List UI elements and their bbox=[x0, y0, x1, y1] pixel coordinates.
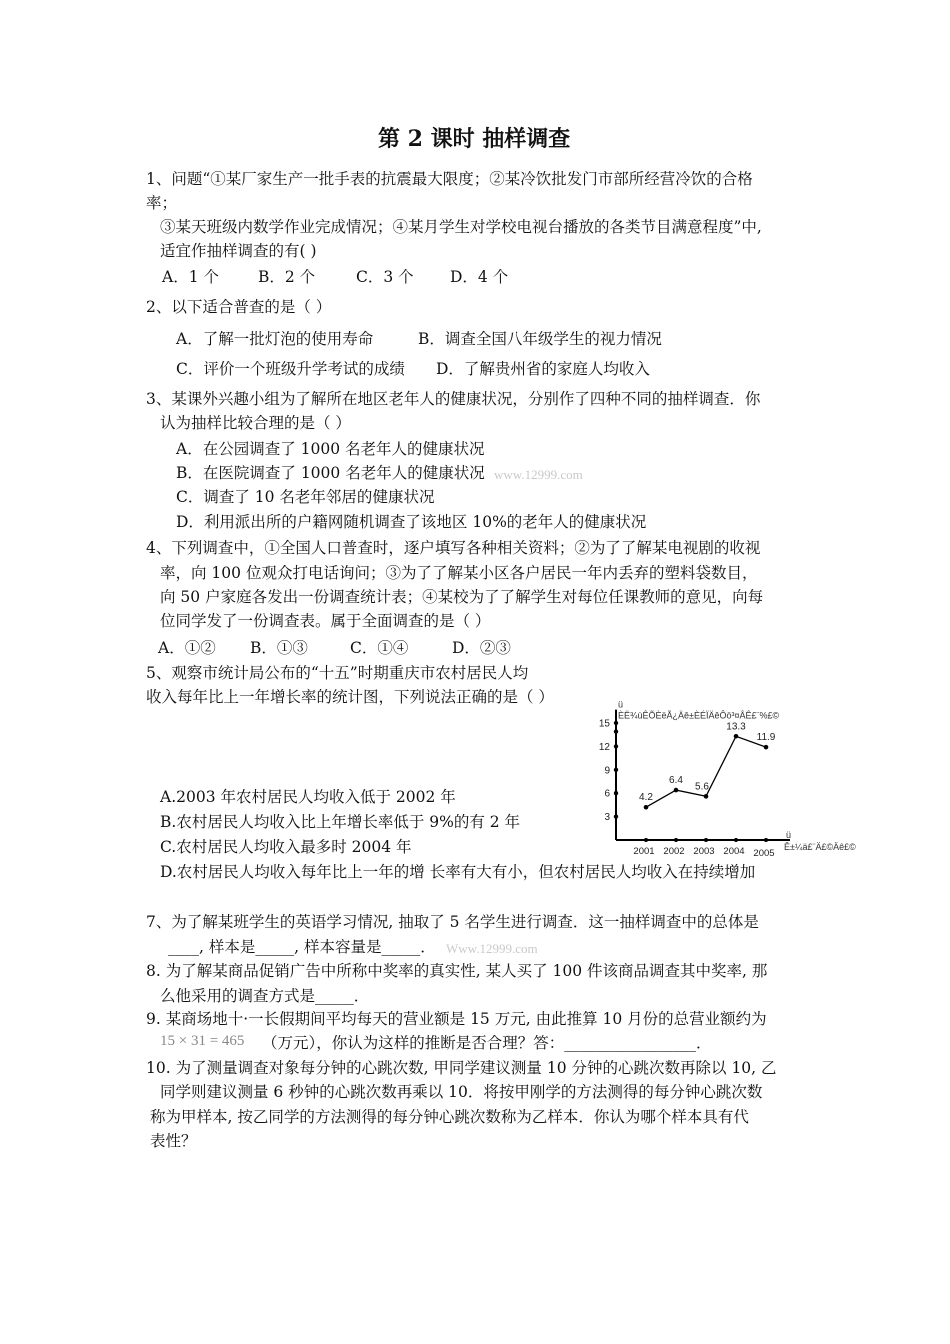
q5-option-b: B.农村居民人均收入比上年增长率低于 9%的有 2 年 bbox=[160, 813, 521, 831]
data-label: 5.6 bbox=[695, 781, 709, 793]
x-axis-label: Ê±¼ä£¨Ä£©Äê£© bbox=[784, 842, 856, 852]
watermark: Www.12999.com bbox=[446, 941, 538, 956]
q1-option-d: D．4 个 bbox=[450, 268, 509, 286]
x-axis-arrow-label: ü bbox=[786, 830, 792, 840]
q10-line-1: 10. 为了测量调查对象每分钟的心跳次数, 甲同学建议测量 10 分钟的心跳次数再除以 10, 乙 bbox=[146, 1059, 777, 1077]
x-tick-label: 2002 bbox=[663, 846, 685, 857]
data-label: 6.4 bbox=[669, 775, 683, 787]
q4-option-d: D．②③ bbox=[452, 639, 511, 657]
q1-line-2: 率； bbox=[146, 194, 178, 212]
y-tick-mark bbox=[614, 729, 618, 733]
q5-option-a: A.2003 年农村居民人均收入低于 2002 年 bbox=[160, 788, 456, 806]
data-label: 4.2 bbox=[639, 792, 653, 804]
watermark: www.12999.com bbox=[494, 467, 583, 482]
q2-stem: 2、以下适合普查的是（ ） bbox=[146, 298, 332, 316]
q4-option-b: B．①③ bbox=[250, 639, 308, 657]
x-tick-label: 2003 bbox=[693, 846, 715, 857]
y-tick-label: 15 bbox=[598, 718, 610, 730]
q3-option-d: D．利用派出所的户籍网随机调查了该地区 10%的老年人的健康状况 bbox=[176, 513, 647, 531]
y-axis-arrow-label: ü bbox=[618, 699, 624, 710]
y-tick-label: 9 bbox=[604, 765, 610, 777]
y-tick-mark bbox=[614, 768, 618, 772]
q3-option-b: B．在医院调查了 1000 名老年人的健康状况 bbox=[176, 464, 485, 482]
q5-line-1: 5、观察市统计局公布的“十五”时期重庆市农村居民人均 bbox=[146, 664, 529, 682]
q2-option-d: D．了解贵州省的家庭人均收入 bbox=[436, 360, 650, 378]
data-point bbox=[644, 805, 649, 810]
q3-line-1: 3、某课外兴趣小组为了解所在地区老年人的健康状况，分别作了四种不同的抽样调查．你 bbox=[146, 390, 761, 408]
q8-line-1: 8. 为了解某商品促销广告中所称中奖率的真实性, 某人买了 100 件该商品调查其中奖率, 那 bbox=[146, 962, 768, 980]
q10-line-3: 称为甲样本, 按乙同学的方法测得的每分钟心跳次数称为乙样本．你认为哪个样本具有代 bbox=[150, 1108, 749, 1126]
q8-line-2: 么他采用的调查方式是_____． bbox=[160, 987, 370, 1005]
q3-option-c: C．调查了 10 名老年邻居的健康状况 bbox=[176, 488, 435, 506]
q4-option-c: C．①④ bbox=[350, 639, 409, 657]
y-tick-label: 6 bbox=[604, 788, 610, 800]
q7-line-1: 7、为了解某班学生的英语学习情况, 抽取了 5 名学生进行调查．这一抽样调查中的总体是 bbox=[146, 913, 759, 931]
data-point bbox=[674, 788, 679, 793]
x-tick-mark bbox=[704, 838, 708, 842]
x-tick-mark bbox=[644, 838, 648, 842]
q3-option-a: A．在公园调查了 1000 名老年人的健康状况 bbox=[176, 440, 485, 458]
q1-option-c: C．3 个 bbox=[356, 268, 414, 286]
q2-option-b: B．调查全国八年级学生的视力情况 bbox=[418, 330, 662, 348]
page-title: 第 2 课时 抽样调查 bbox=[378, 126, 571, 152]
q1-option-b: B．2 个 bbox=[258, 268, 316, 286]
x-tick-mark bbox=[674, 838, 678, 842]
growth-rate-line-chart bbox=[580, 670, 870, 860]
q1-line-1: 1、问题“①某厂家生产一批手表的抗震最大限度；②某冷饮批发门市部所经营冷饮的合格 bbox=[146, 170, 753, 188]
q10-line-2: 同学则建议测量 6 秒钟的心跳次数再乘以 10．将按甲刚学的方法测得的每分钟心跳次数 bbox=[160, 1083, 763, 1101]
x-tick-mark bbox=[764, 838, 768, 842]
y-tick-mark bbox=[614, 721, 618, 725]
q1-line-3: ③某天班级内数学作业完成情况；④某月学生对学校电视台播放的各类节目满意程度”中, bbox=[160, 218, 762, 236]
q1-option-a: A．1 个 bbox=[162, 268, 219, 286]
x-tick-label: 2001 bbox=[633, 846, 655, 857]
q3-line-2: 认为抽样比较合理的是（ ） bbox=[160, 414, 351, 432]
q2-option-a: A．了解一批灯泡的使用寿命 bbox=[176, 330, 374, 348]
y-tick-mark bbox=[614, 814, 618, 818]
q4-line-4: 位同学发了一份调查表。属于全面调查的是（ ） bbox=[160, 612, 491, 630]
q7-line-2: ____, 样本是_____, 样本容量是_____． bbox=[168, 938, 436, 956]
q4-line-1: 4、下列调查中，①全国人口普查时，逐户填写各种相关资料；②为了了解某电视剧的收视 bbox=[146, 539, 761, 557]
data-label: 13.3 bbox=[726, 721, 746, 733]
q9-formula: 15 × 31 = 465 bbox=[160, 1033, 245, 1049]
q5-option-c: C.农村居民人均收入最多时 2004 年 bbox=[160, 838, 412, 856]
q5-option-d: D.农村居民人均收入每年比上一年的增 长率有大有小，但农村居民人均收入在持续增加 bbox=[160, 863, 756, 881]
q5-line-2: 收入每年比上一年增长率的统计图，下列说法正确的是（ ） bbox=[146, 688, 554, 706]
q9-line-1: 9. 某商场地十·一长假期间平均每天的营业额是 15 万元, 由此推算 10 月份的总营业额约为 bbox=[146, 1010, 767, 1028]
x-tick-mark bbox=[734, 838, 738, 842]
y-tick-label: 3 bbox=[604, 812, 610, 824]
x-tick-label: 2005 bbox=[753, 848, 775, 859]
q1-line-4: 适宜作抽样调查的有( ) bbox=[160, 242, 317, 260]
data-point bbox=[764, 745, 769, 750]
q4-line-2: 率，向 100 位观众打电话询问；③为了了解某小区各户居民一年内丢弃的塑料袋数目， bbox=[160, 564, 758, 582]
data-label: 11.9 bbox=[756, 732, 776, 744]
x-tick-label: 2004 bbox=[723, 846, 745, 857]
chart-title: ÈË¾ùÊÕÈëÃ¿Äê±ÈÉÏÄêÔö³¤ÂÊ£¨%£© bbox=[618, 710, 780, 721]
y-tick-mark bbox=[614, 791, 618, 795]
q4-option-a: A．①② bbox=[158, 639, 216, 657]
data-point bbox=[734, 734, 739, 739]
y-tick-label: 12 bbox=[598, 741, 610, 753]
data-point bbox=[704, 794, 709, 799]
q9-line-2: （万元），你认为这样的推断是否合理？答：_________________． bbox=[262, 1034, 712, 1052]
q2-option-c: C．评价一个班级升学考试的成绩 bbox=[176, 360, 405, 378]
q10-line-4: 表性？ bbox=[150, 1132, 197, 1150]
y-tick-mark bbox=[614, 744, 618, 748]
q4-line-3: 向 50 户家庭各发出一份调查统计表；④某校为了了解学生对每位任课教师的意见，向每 bbox=[160, 588, 764, 606]
